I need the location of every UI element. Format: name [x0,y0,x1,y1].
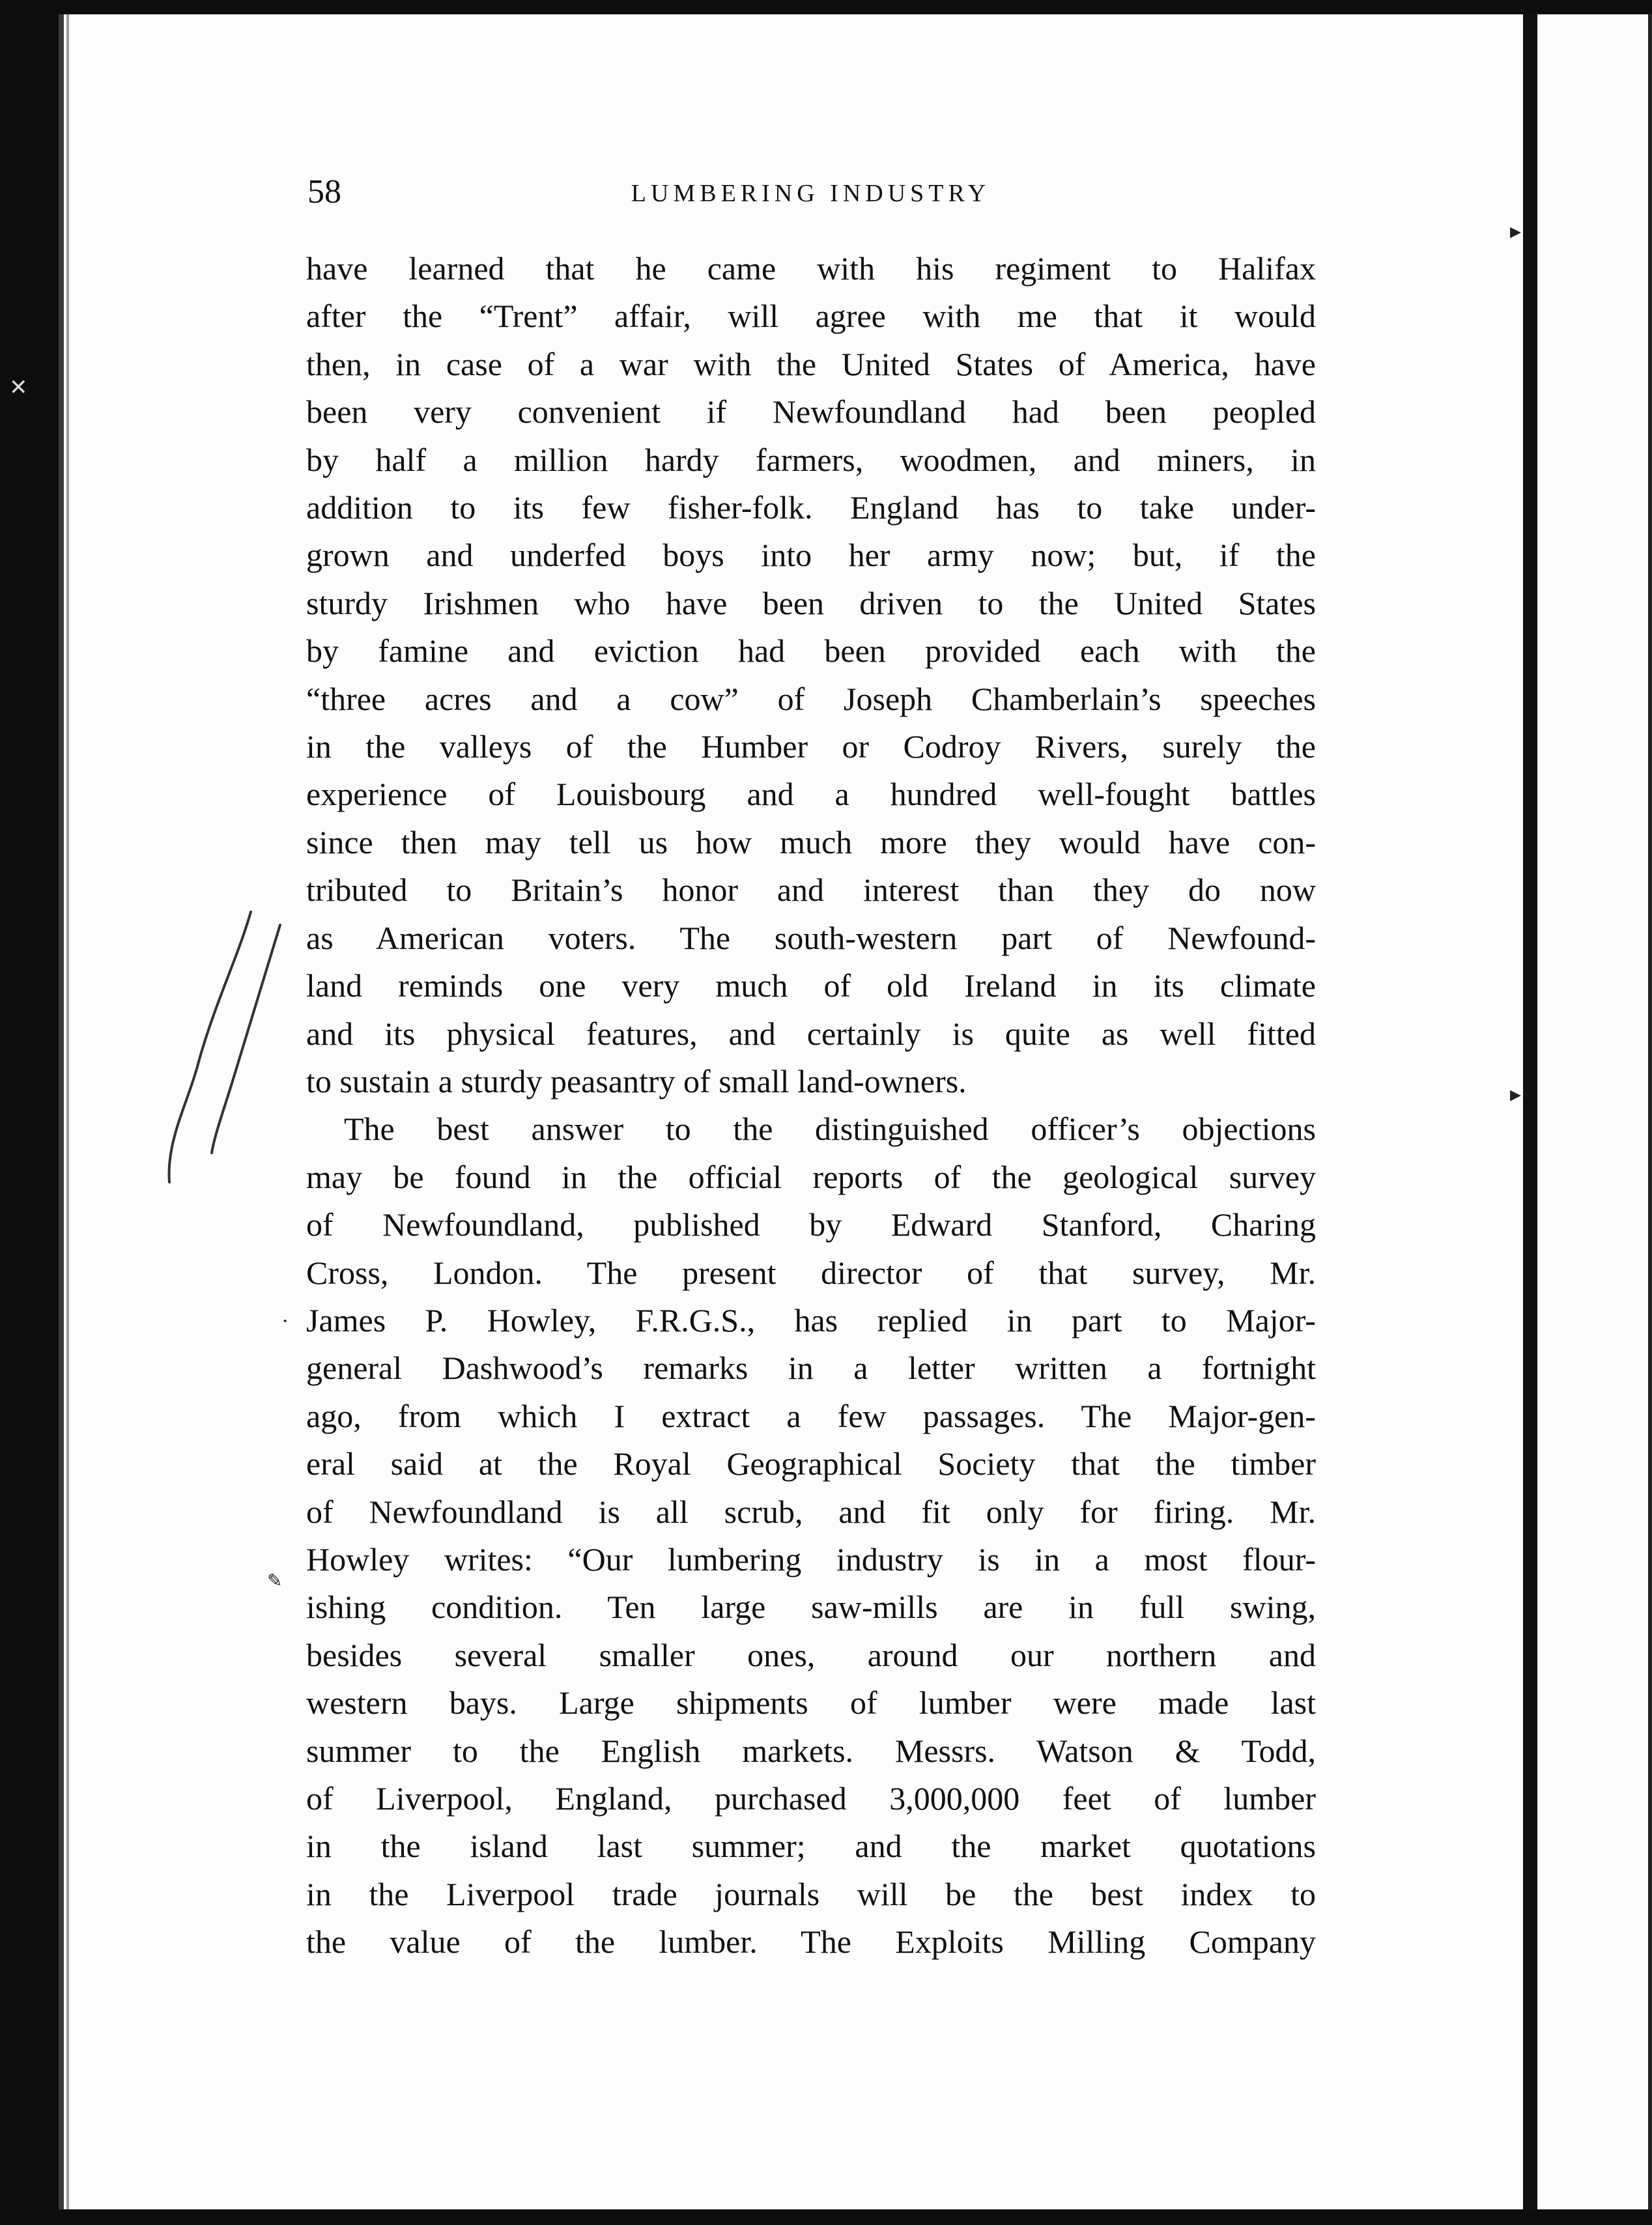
text-line: as American voters. The south-western part of Newfound- [306,919,1316,956]
text-line: experience of Louisbourg and a hundred well-fought battles [306,776,1316,813]
scan-border-bottom [0,2209,1652,2225]
margin-speck: ▸ [1510,220,1522,244]
text-line: sturdy Irishmen who have been driven to the United States [306,584,1316,621]
text-line: by half a million hardy farmers, woodmen, and miners, in [306,441,1316,478]
text-line: may be found in the official reports of the geological survey [306,1158,1316,1195]
margin-speck: · [281,1309,289,1333]
text-line: land reminds one very much of old Ireland in its climate [306,967,1316,1004]
margin-speck: ✕ [9,376,28,400]
text-line: of Newfoundland, published by Edward Stanford, Charing [306,1206,1316,1243]
page-edge-shadow [59,14,64,2209]
text-line: “three acres and a cow” of Joseph Chamberlain’s speeches [306,680,1316,717]
text-line: eral said at the Royal Geographical Society that the timber [306,1445,1316,1482]
book-gutter [1523,14,1537,2209]
text-line: by famine and eviction had been provided each with the [306,632,1316,670]
scan-border-top [0,0,1652,14]
text-line: Howley writes: “Our lumbering industry is in a most flour- [306,1540,1316,1578]
text-line: after the “Trent” affair, will agree with me that it would [306,298,1316,335]
text-line: since then may tell us how much more they would have con- [306,823,1316,860]
text-line: addition to its few fisher-folk. England has to take under- [306,489,1316,526]
page-edge-line [66,14,69,2209]
body-text [306,245,1316,1966]
text-line: been very convenient if Newfoundland had been peopled [306,393,1316,431]
text-line: in the island last summer; and the market quotations [306,1828,1316,1865]
text-line: summer to the English markets. Messrs. Watson & Todd, [306,1732,1316,1769]
handwritten-margin-mark [153,905,283,1192]
text-line: ago, from which I extract a few passages. The Major-gen- [306,1397,1316,1434]
text-line: besides several smaller ones, around our northern and [306,1636,1316,1673]
text-line: tributed to Britain’s honor and interest than they do now [306,872,1316,909]
text-line: and its physical features, and certainly is quite as well fitted [306,1015,1316,1052]
text-line: of Newfoundland is all scrub, and fit only for firing. Mr. [306,1493,1316,1530]
text-line: Cross, London. The present director of that survey, Mr. [306,1254,1316,1291]
text-line: then, in case of a war with the United States of America, have [306,345,1316,382]
text-line: The best answer to the distinguished officer’s objections [344,1111,1316,1148]
text-line: have learned that he came with his regiment to Halifax [306,250,1316,287]
text-line: western bays. Large shipments of lumber were made last [306,1684,1316,1722]
text-line: in the valleys of the Humber or Codroy Rivers, surely the [306,728,1316,765]
text-line: James P. Howley, F.R.G.S., has replied in part to Major- [306,1301,1316,1339]
text-line: general Dashwood’s remarks in a letter written a fortnight [306,1350,1316,1387]
paragraph [306,245,1316,1105]
scan-border-left [0,0,59,2225]
margin-speck: ▸ [1510,1083,1522,1107]
text-line: ishing condition. Ten large saw-mills are in full swing, [306,1589,1316,1626]
text-line: grown and underfed boys into her army now; but, if the [306,537,1316,574]
page-header [307,173,1314,218]
margin-speck: ✎ [267,1571,283,1591]
facing-page-edge [1537,14,1652,2209]
page-number: 58 [307,173,341,210]
text-line: the value of the lumber. The Exploits Milling Company [306,1923,1316,1961]
paragraph [306,1105,1316,1966]
text-line: of Liverpool, England, purchased 3,000,000 feet of lumber [306,1780,1316,1817]
facing-page-border [1648,14,1652,2209]
text-line: to sustain a sturdy peasantry of small land-owners. [306,1062,967,1099]
running-head: LUMBERING INDUSTRY [631,180,991,207]
text-line: in the Liverpool trade journals will be the best index to [306,1875,1316,1912]
